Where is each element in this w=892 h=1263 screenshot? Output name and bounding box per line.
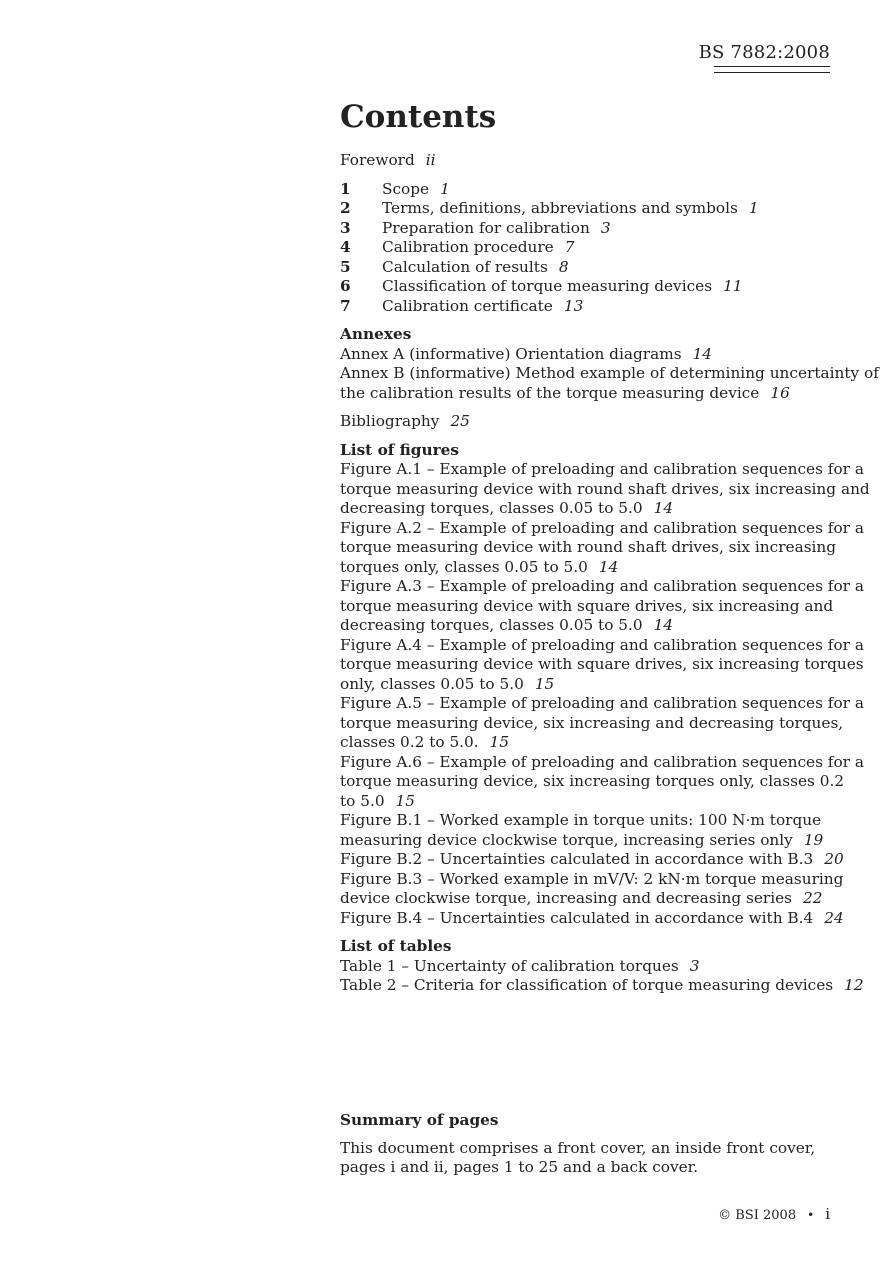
figure-entry[interactable] <box>340 635 864 695</box>
section-heading-tables: List of tables <box>340 937 452 955</box>
toc-entry-line <box>340 558 830 578</box>
toc-entry-line <box>340 675 830 695</box>
toc-entry-text: Table 1 – Uncertainty of calibration torques <box>340 956 679 975</box>
toc-entry-clause-3[interactable] <box>340 219 830 239</box>
toc-entry-text: Annex A (informative) Orientation diagrams <box>340 344 682 363</box>
toc-entry-label: Classification of torque measuring devices <box>382 277 713 295</box>
toc-entry-clause-7[interactable] <box>340 297 830 317</box>
toc-page-number: ii <box>425 151 436 169</box>
toc-entry-line <box>340 957 830 977</box>
figures-section <box>340 440 870 929</box>
toc-entry-label: Foreword <box>340 151 415 169</box>
figure-entry[interactable] <box>340 694 864 753</box>
clause-number: 5 <box>340 257 351 276</box>
toc-entry-text: measuring device clockwise torque, increasing series only <box>340 830 793 849</box>
toc-entry-text: Figure B.2 – Uncertainties calculated in accordance with B.3 <box>340 850 814 868</box>
toc-entry-line <box>340 577 864 597</box>
toc-entry-text: Figure B.4 – Uncertainties calculated in accordance with B.4 <box>340 908 814 927</box>
toc-entry-label: Scope <box>382 179 430 198</box>
toc-entry-text: Figure B.1 – Worked example in torque units: 100 N·m torque <box>340 811 822 829</box>
toc-entry-text: the calibration results of the torque measuring device <box>340 383 760 402</box>
toc-entry-label: Bibliography <box>340 412 440 430</box>
toc-entry-text: classes 0.2 to 5.0. <box>340 733 479 751</box>
toc-entry-line <box>340 479 870 500</box>
copyright-notice: © BSI 2008 <box>718 1208 797 1223</box>
toc-entry-line <box>340 811 830 831</box>
figure-entry[interactable] <box>340 908 844 929</box>
toc-page-number: 15 <box>534 674 555 693</box>
toc-page-number: 20 <box>824 850 844 868</box>
figure-entry[interactable] <box>340 752 864 812</box>
toc-page-number: 15 <box>489 733 510 751</box>
toc-entry-text: to 5.0 <box>340 791 385 810</box>
toc-entry-line <box>340 976 864 996</box>
toc-entry-text: Figure A.5 – Example of preloading and calibration sequences for a <box>340 694 864 712</box>
toc-entry-line <box>340 635 864 656</box>
toc-entry-text: device clockwise torque, increasing and decreasing series <box>340 889 793 907</box>
toc-entry-label: Terms, definitions, abbreviations and symbols <box>382 199 738 217</box>
toc-entry-line <box>340 831 830 851</box>
toc-page-number: 7 <box>564 238 575 256</box>
toc-page-number: 14 <box>692 344 713 363</box>
clause-list <box>340 180 830 317</box>
figure-entry[interactable] <box>340 518 864 578</box>
section-heading-figures: List of figures <box>340 440 460 459</box>
standard-number: BS 7882:2008 <box>698 42 830 63</box>
clause-label-wrap <box>382 238 574 258</box>
toc-entry-line <box>340 364 879 384</box>
toc-entry-line <box>340 596 834 617</box>
toc-entry-line <box>340 772 845 792</box>
clause-number: 1 <box>340 179 351 198</box>
toc-entry-clause-2[interactable] <box>340 199 830 219</box>
toc-page-number: 19 <box>803 830 824 849</box>
toc-entry-line <box>340 384 830 404</box>
annex-entry[interactable] <box>340 364 879 403</box>
section-heading-summary: Summary of pages <box>340 1111 499 1129</box>
footer-separator: • <box>807 1208 815 1222</box>
toc-entry-bibliography[interactable] <box>340 412 830 432</box>
toc-entry-text: Figure A.1 – Example of preloading and calibration sequences for a <box>340 460 864 478</box>
toc-entry-line <box>340 694 864 714</box>
clause-number: 4 <box>340 238 351 256</box>
toc-page-number: 14 <box>653 616 674 634</box>
toc-entry-text: torque measuring device, six increasing torques only, classes 0.2 <box>340 772 845 790</box>
toc-entry-text: torque measuring device with round shaft drives, six increasing <box>340 538 837 556</box>
annexes-section <box>340 325 879 403</box>
section-heading-annexes: Annexes <box>340 325 412 343</box>
toc-entry-text: torques only, classes 0.05 to 5.0 <box>340 557 588 576</box>
clause-number: 6 <box>340 277 351 295</box>
toc-entry-line <box>340 538 837 558</box>
clause-number: 2 <box>340 199 351 217</box>
toc-page-number: 16 <box>770 383 790 402</box>
toc-entry-line <box>340 345 830 365</box>
summary-text-line: This document comprises a front cover, an inside front cover, <box>340 1138 816 1157</box>
clause-label-wrap <box>382 180 450 200</box>
figure-entry[interactable] <box>340 460 870 519</box>
toc-entry-text: decreasing torques, classes 0.05 to 5.0 <box>340 499 643 517</box>
toc-entry-text: torque measuring device with square drives, six increasing torques <box>340 655 864 673</box>
toc-entry-line <box>340 792 830 812</box>
page-number: i <box>825 1205 830 1223</box>
toc-entry-foreword[interactable] <box>340 151 830 171</box>
toc-page-number: 15 <box>395 791 416 810</box>
toc-page-number: 3 <box>689 956 700 975</box>
toc-entry-text: Figure A.2 – Example of preloading and calibration sequences for a <box>340 518 864 537</box>
toc-page-number: 12 <box>844 976 864 994</box>
figure-entry[interactable] <box>340 577 864 636</box>
annex-entry[interactable] <box>340 345 830 365</box>
toc-entry-line <box>340 713 844 734</box>
toc-page-number: 1 <box>748 199 759 217</box>
clause-label-wrap <box>382 219 611 239</box>
toc-entry-line <box>340 518 864 539</box>
toc-entry-line <box>340 460 864 480</box>
toc-entry-label: Calibration certificate <box>382 296 553 315</box>
toc-page-number: 24 <box>824 908 844 927</box>
toc-entry-text: Figure B.3 – Worked example in mV/V: 2 kN·m torque measuring <box>340 869 844 888</box>
toc-page-number: 11 <box>723 277 743 295</box>
toc-entry-line <box>340 889 830 909</box>
figure-entry[interactable] <box>340 811 830 850</box>
toc-entry-line <box>340 655 864 675</box>
clause-label-wrap <box>382 277 743 297</box>
toc-page-number: 3 <box>600 218 611 237</box>
clause-label-wrap <box>382 297 583 317</box>
toc-entry-label: Preparation for calibration <box>382 218 590 237</box>
toc-entry-text: Figure A.3 – Example of preloading and calibration sequences for a <box>340 577 864 595</box>
toc-page-number: 25 <box>450 412 470 430</box>
summary-text-line: pages i and ii, pages 1 to 25 and a back cover. <box>340 1158 699 1176</box>
toc-entry-text: torque measuring device with square drives, six increasing and <box>340 596 834 615</box>
table-entry[interactable] <box>340 957 830 977</box>
toc-entry-text: only, classes 0.05 to 5.0 <box>340 674 524 693</box>
page-footer <box>718 1205 830 1223</box>
toc-entry-label: Calculation of results <box>382 257 548 276</box>
clause-number: 7 <box>340 296 351 315</box>
toc-entry-line <box>340 869 844 890</box>
toc-entry-text: Table 2 – Criteria for classification of torque measuring devices <box>340 976 834 994</box>
toc-entry-line <box>340 733 830 753</box>
toc-entry-text: Figure A.4 – Example of preloading and calibration sequences for a <box>340 635 864 654</box>
contents-column <box>340 98 879 1005</box>
toc-page-number: 14 <box>598 557 619 576</box>
toc-page-number: 8 <box>558 257 569 276</box>
toc-entry-clause-4[interactable] <box>340 238 830 258</box>
clause-label-wrap <box>382 258 569 278</box>
toc-entry-label: Calibration procedure <box>382 238 554 256</box>
table-entry[interactable] <box>340 976 864 996</box>
page-title: Contents <box>340 99 497 135</box>
toc-page-number: 22 <box>803 889 823 907</box>
tables-section <box>340 937 864 996</box>
figure-entry[interactable] <box>340 850 844 870</box>
toc-entry-text: Figure A.6 – Example of preloading and calibration sequences for a <box>340 752 864 771</box>
summary-of-pages <box>340 1111 830 1178</box>
toc-page-number: 1 <box>440 179 450 198</box>
header-double-rule <box>714 66 830 73</box>
clause-number: 3 <box>340 218 351 237</box>
toc-page-number: 13 <box>563 296 584 315</box>
toc-entry-line <box>340 499 830 519</box>
toc-entry-clause-6[interactable] <box>340 277 830 297</box>
toc-entry-line <box>340 616 830 636</box>
toc-entry-text: decreasing torques, classes 0.05 to 5.0 <box>340 616 643 634</box>
toc-entry-text: torque measuring device, six increasing and decreasing torques, <box>340 713 844 732</box>
toc-entry-line <box>340 850 844 870</box>
toc-entry-text: torque measuring device with round shaft drives, six increasing and <box>340 479 870 498</box>
figure-entry[interactable] <box>340 869 844 909</box>
clause-label-wrap <box>382 199 759 219</box>
toc-entry-text: Annex B (informative) Method example of determining uncertainty of <box>340 364 879 382</box>
toc-entry-clause-1[interactable] <box>340 180 830 200</box>
toc-entry-line <box>340 908 844 929</box>
toc-entry-line <box>340 752 864 773</box>
toc-page-number: 14 <box>653 499 674 517</box>
toc-entry-clause-5[interactable] <box>340 258 830 278</box>
